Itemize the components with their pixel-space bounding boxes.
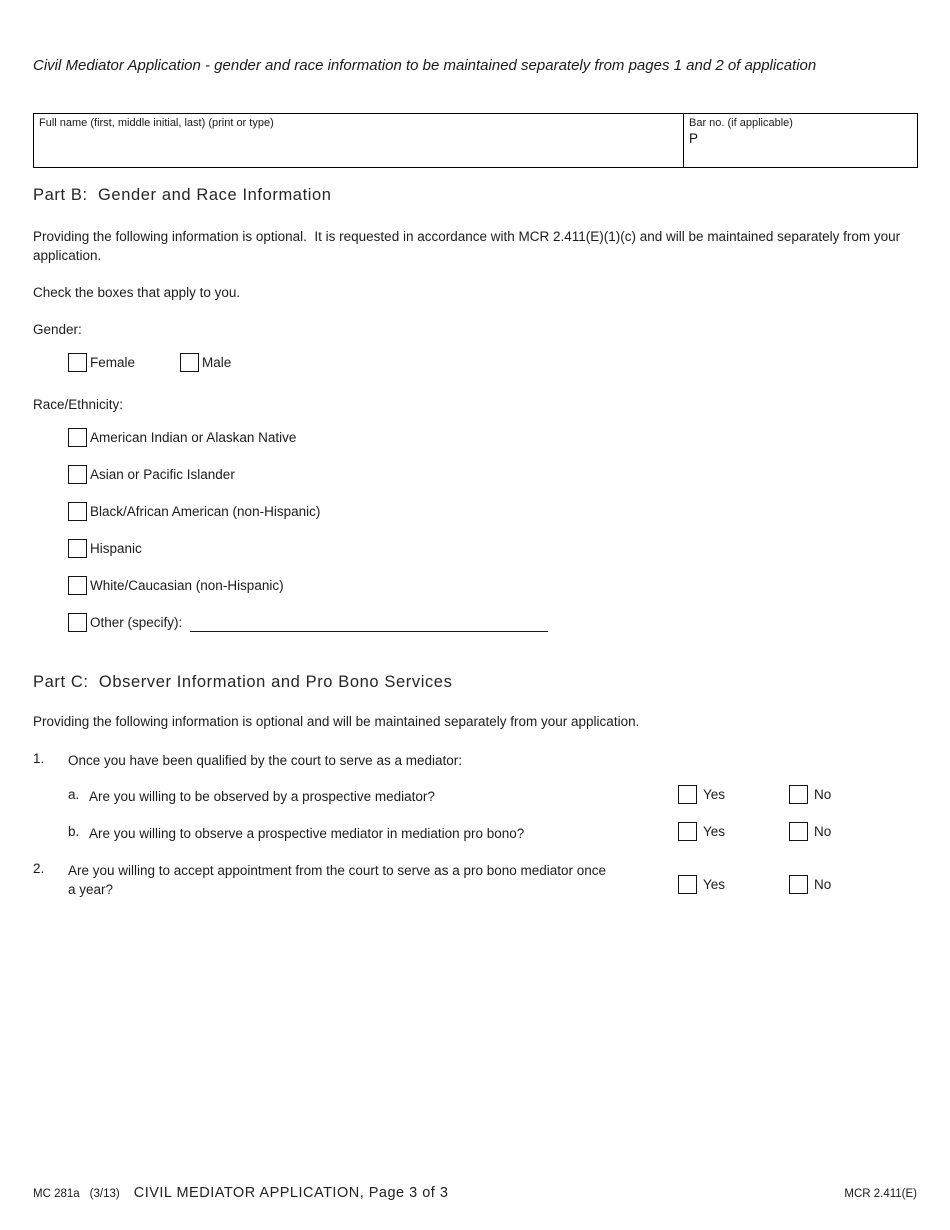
question-1a-text: Are you willing to be observed by a prospective mediator?: [89, 789, 435, 804]
doc-note: Civil Mediator Application - gender and race information to be maintained separately from pages 1 and 2 of application: [33, 57, 817, 74]
full-name-label: Full name (first, middle initial, last) (print or type): [39, 117, 274, 129]
gender-male-label: Male: [202, 355, 232, 370]
race-black-african-american-label: Black/African American (non-Hispanic): [90, 504, 321, 519]
question-1a-no: [789, 785, 831, 804]
footer-form-title: CIVIL MEDIATOR APPLICATION, Page 3 of 3: [133, 1185, 449, 1201]
race-white-caucasian-label: White/Caucasian (non-Hispanic): [90, 578, 284, 593]
q1a-yes-checkbox[interactable]: [678, 785, 697, 804]
part-b-instruction: Check the boxes that apply to you.: [33, 285, 241, 300]
race-black-african-american-checkbox[interactable]: [68, 502, 87, 521]
q2-no-label: No: [814, 877, 832, 892]
question-1-text: Once you have been qualified by the court to serve as a mediator:: [68, 753, 462, 768]
part-c-intro: Providing the following information is optional and will be maintained separately from your application.: [33, 714, 640, 729]
q1b-no-label: No: [814, 824, 832, 839]
race-hispanic-label: Hispanic: [90, 541, 142, 556]
race-asian-pacific-checkbox[interactable]: [68, 465, 87, 484]
race-option-white-caucasian: [68, 576, 284, 595]
question-1a-letter: a.: [68, 787, 80, 802]
question-1b-yes: [678, 822, 725, 841]
q1a-no-label: No: [814, 787, 832, 802]
race-other-label: Other (specify):: [90, 615, 183, 630]
question-1: [33, 751, 917, 770]
race-option-american-indian: [68, 428, 296, 447]
question-2: [33, 861, 917, 899]
gender-option-female: [68, 353, 135, 372]
gender-option-male: [180, 353, 231, 372]
name-bar-table: [33, 113, 918, 168]
gender-male-checkbox[interactable]: [180, 353, 199, 372]
question-1b-no: [789, 822, 831, 841]
part-b-title: Part B: Gender and Race Information: [33, 186, 332, 204]
q1b-yes-label: Yes: [703, 824, 726, 839]
q2-yes-label: Yes: [703, 877, 726, 892]
form-revision: (3/13): [89, 1188, 120, 1200]
full-name-input[interactable]: [34, 114, 684, 167]
question-2-number: 2.: [33, 861, 45, 876]
bar-no-label: Bar no. (if applicable): [689, 117, 793, 129]
race-option-asian-pacific: [68, 465, 235, 484]
question-2-no: [789, 875, 831, 894]
form-number: MC 281a: [33, 1188, 80, 1200]
full-name-value[interactable]: [39, 131, 678, 146]
q1a-no-checkbox[interactable]: [789, 785, 808, 804]
q1b-no-checkbox[interactable]: [789, 822, 808, 841]
question-1b-letter: b.: [68, 824, 80, 839]
q2-yes-checkbox[interactable]: [678, 875, 697, 894]
gender-female-checkbox[interactable]: [68, 353, 87, 372]
race-option-hispanic: [68, 539, 142, 558]
race-white-caucasian-checkbox[interactable]: [68, 576, 87, 595]
gender-label: Gender:: [33, 322, 82, 337]
race-american-indian-label: American Indian or Alaskan Native: [90, 430, 297, 445]
race-label: Race/Ethnicity:: [33, 397, 124, 412]
race-option-other: [68, 613, 548, 632]
bar-no-input[interactable]: [684, 114, 917, 167]
race-option-black-african-american: [68, 502, 320, 521]
race-asian-pacific-label: Asian or Pacific Islander: [90, 467, 235, 482]
question-2-yes: [678, 875, 725, 894]
question-2-text: Are you willing to accept appointment from the court to serve as a pro bono mediator once a year?: [68, 863, 607, 897]
footer-left: [33, 1185, 448, 1201]
race-hispanic-checkbox[interactable]: [68, 539, 87, 558]
other-specify-input[interactable]: [190, 615, 548, 632]
question-1a-yes: [678, 785, 725, 804]
part-b-intro: Providing the following information is optional. It is requested in accordance with MCR 2.411(E)(1)(c) and will be maintained separately from your application.: [33, 229, 904, 263]
gender-female-label: Female: [90, 355, 136, 370]
race-other-checkbox[interactable]: [68, 613, 87, 632]
question-1-number: 1.: [33, 751, 45, 766]
q1a-yes-label: Yes: [703, 787, 726, 802]
race-american-indian-checkbox[interactable]: [68, 428, 87, 447]
bar-no-value[interactable]: P: [689, 131, 699, 146]
q2-no-checkbox[interactable]: [789, 875, 808, 894]
page-footer: [33, 1185, 917, 1201]
part-c-title: Part C: Observer Information and Pro Bono Services: [33, 673, 453, 691]
question-1b-text: Are you willing to observe a prospective mediator in mediation pro bono?: [89, 826, 525, 841]
q1b-yes-checkbox[interactable]: [678, 822, 697, 841]
footer-rule-reference: MCR 2.411(E): [844, 1188, 917, 1200]
